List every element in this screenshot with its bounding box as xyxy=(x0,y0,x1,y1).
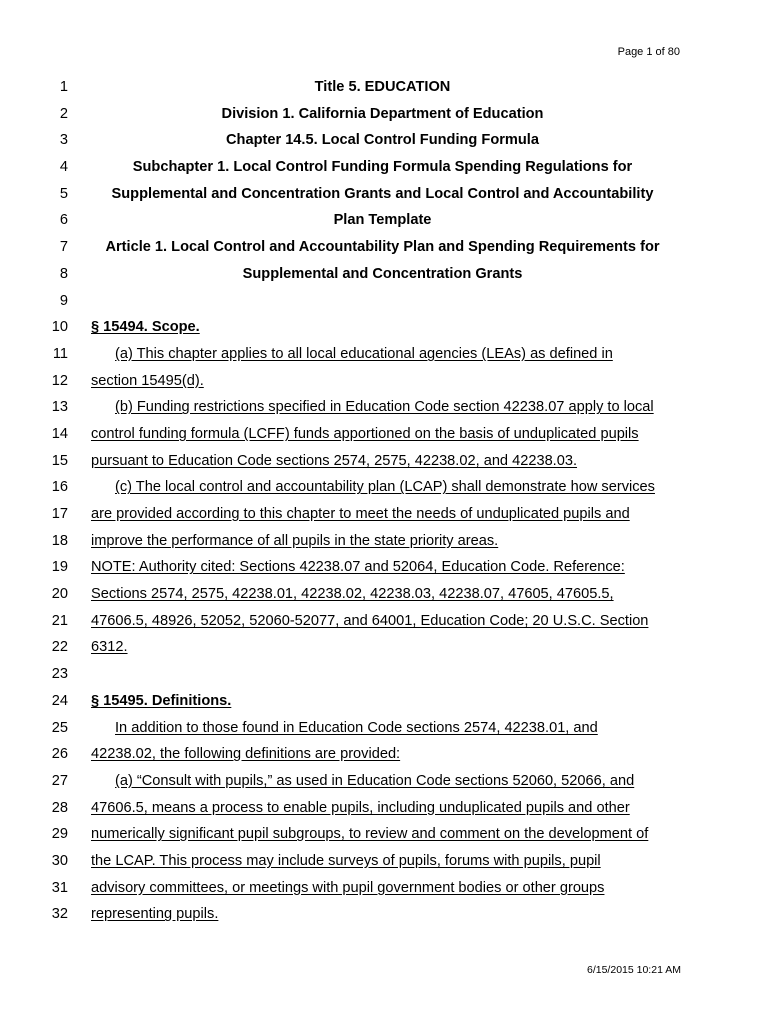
inserted-text: improve the performance of all pupils in the state priority areas. xyxy=(91,532,499,549)
paragraph-line xyxy=(91,795,674,822)
paragraph-line xyxy=(91,875,674,902)
document-line xyxy=(0,448,770,475)
document-line xyxy=(0,795,770,822)
inserted-text: control funding formula (LCFF) funds apportioned on the basis of unduplicated pupils xyxy=(91,425,639,442)
inserted-text: (b) Funding restrictions specified in Education Code section 42238.07 apply to local xyxy=(115,399,654,416)
heading-line: Plan Template xyxy=(333,212,432,229)
document-line xyxy=(0,875,770,902)
inserted-text: the LCAP. This process may include surveys of pupils, forums with pupils, pupil xyxy=(91,852,601,869)
paragraph-line xyxy=(91,528,674,555)
line-number: 15 xyxy=(51,452,68,469)
line-number: 26 xyxy=(51,746,68,763)
line-number: 14 xyxy=(51,425,68,442)
inserted-text: 47606.5, 48926, 52052, 52060-52077, and 64001, Education Code; 20 U.S.C. Section xyxy=(91,612,649,629)
paragraph-line xyxy=(91,581,674,608)
line-number: 8 xyxy=(59,265,68,282)
section-heading xyxy=(91,688,674,715)
document-line xyxy=(0,74,770,101)
paragraph-line xyxy=(91,394,674,421)
paragraph-line xyxy=(91,474,674,501)
paragraph-line xyxy=(91,421,674,448)
document-line xyxy=(0,101,770,128)
line-number: 24 xyxy=(51,692,68,709)
document-line xyxy=(0,314,770,341)
line-number: 19 xyxy=(51,559,68,576)
heading-line: Supplemental and Concentration Grants xyxy=(242,265,523,282)
line-number: 32 xyxy=(51,906,68,923)
line-number: 31 xyxy=(51,879,68,896)
document-line xyxy=(0,715,770,742)
line-number: 1 xyxy=(59,79,68,95)
document-line xyxy=(0,207,770,234)
heading-line: Division 1. California Department of Education xyxy=(221,105,544,122)
line-number: 28 xyxy=(51,799,68,816)
heading-line: Chapter 14.5. Local Control Funding Formula xyxy=(226,132,539,149)
inserted-text: section 15495(d). xyxy=(91,372,204,389)
line-number: 30 xyxy=(51,852,68,869)
paragraph-line xyxy=(91,901,674,928)
line-number: 9 xyxy=(59,292,68,309)
inserted-text: (a) “Consult with pupils,” as used in Education Code sections 52060, 52066, and xyxy=(115,772,635,789)
paragraph-line xyxy=(91,741,674,768)
document-line xyxy=(0,154,770,181)
line-number: 23 xyxy=(51,666,68,683)
inserted-text: numerically significant pupil subgroups, to review and comment on the development of xyxy=(91,826,649,843)
paragraph-line xyxy=(91,554,674,581)
line-number: 12 xyxy=(51,372,68,389)
inserted-text: In addition to those found in Education Code sections 2574, 42238.01, and xyxy=(115,719,598,736)
inserted-text: NOTE: Authority cited: Sections 42238.07 and 52064, Education Code. Reference: xyxy=(91,559,625,576)
document-line xyxy=(0,688,770,715)
line-number: 21 xyxy=(51,612,68,629)
line-number: 2 xyxy=(59,105,68,122)
heading-line: Title 5. EDUCATION xyxy=(314,79,451,95)
paragraph-line xyxy=(91,715,674,742)
line-number: 7 xyxy=(59,239,68,256)
heading-line: Subchapter 1. Local Control Funding Formula Spending Regulations for xyxy=(132,159,633,176)
line-number: 18 xyxy=(51,532,68,549)
document-line xyxy=(0,234,770,261)
document-line xyxy=(0,181,770,208)
inserted-text: representing pupils. xyxy=(91,906,219,923)
section-heading xyxy=(91,314,674,341)
document-line xyxy=(0,288,770,315)
document-line xyxy=(0,581,770,608)
paragraph-line xyxy=(91,368,674,395)
document-line xyxy=(0,741,770,768)
paragraph-line xyxy=(91,341,674,368)
line-number: 6 xyxy=(59,212,68,229)
paragraph-line xyxy=(91,768,674,795)
document-line xyxy=(0,421,770,448)
document-line xyxy=(0,474,770,501)
footer-timestamp: 6/15/2015 10:21 AM xyxy=(587,964,681,976)
line-number: 20 xyxy=(51,586,68,603)
inserted-text: (c) The local control and accountability plan (LCAP) shall demonstrate how services xyxy=(115,479,655,496)
line-number: 3 xyxy=(59,132,68,149)
document-line xyxy=(0,821,770,848)
document-line xyxy=(0,528,770,555)
inserted-text: 47606.5, means a process to enable pupils, including unduplicated pupils and other xyxy=(91,799,630,816)
line-number: 13 xyxy=(51,399,68,416)
heading-line: Article 1. Local Control and Accountability Plan and Spending Requirements for xyxy=(105,239,660,256)
document-line xyxy=(0,768,770,795)
line-number: 25 xyxy=(51,719,68,736)
inserted-text: § 15494. Scope. xyxy=(91,319,200,336)
paragraph-line xyxy=(91,608,674,635)
document-line xyxy=(0,261,770,288)
line-number: 10 xyxy=(51,319,68,336)
line-number: 17 xyxy=(51,506,68,522)
line-number: 4 xyxy=(59,159,68,176)
paragraph-line xyxy=(91,848,674,875)
inserted-text: advisory committees, or meetings with pupil government bodies or other groups xyxy=(91,879,605,896)
line-number: 27 xyxy=(51,772,68,789)
document-line xyxy=(0,901,770,928)
line-number: 29 xyxy=(51,826,68,843)
document-line xyxy=(0,501,770,528)
page-number: Page 1 of 80 xyxy=(617,46,680,58)
line-number: 22 xyxy=(51,639,68,656)
paragraph-line xyxy=(91,448,674,475)
document-line xyxy=(0,368,770,395)
paragraph-line xyxy=(91,634,674,661)
paragraph-line xyxy=(91,501,674,528)
line-number: 16 xyxy=(51,479,68,496)
document-line xyxy=(0,634,770,661)
inserted-text: 42238.02, the following definitions are provided: xyxy=(91,746,401,763)
inserted-text: (a) This chapter applies to all local educational agencies (LEAs) as defined in xyxy=(115,345,613,362)
inserted-text: are provided according to this chapter to meet the needs of unduplicated pupils and xyxy=(91,506,630,522)
inserted-text: pursuant to Education Code sections 2574, 2575, 42238.02, and 42238.03. xyxy=(91,452,578,469)
inserted-text: 6312. xyxy=(91,639,128,656)
document-line xyxy=(0,608,770,635)
document-line xyxy=(0,554,770,581)
paragraph-line xyxy=(91,821,674,848)
document-line xyxy=(0,661,770,688)
inserted-text: Sections 2574, 2575, 42238.01, 42238.02, 42238.03, 42238.07, 47605, 47605.5, xyxy=(91,586,614,603)
line-number: 11 xyxy=(52,345,68,362)
document-line xyxy=(0,341,770,368)
document-line xyxy=(0,394,770,421)
inserted-text: § 15495. Definitions. xyxy=(91,692,232,709)
document-line xyxy=(0,848,770,875)
heading-line: Supplemental and Concentration Grants and Local Control and Accountability xyxy=(111,185,654,202)
document-body xyxy=(0,74,770,928)
line-number: 5 xyxy=(59,185,68,202)
document-line xyxy=(0,127,770,154)
